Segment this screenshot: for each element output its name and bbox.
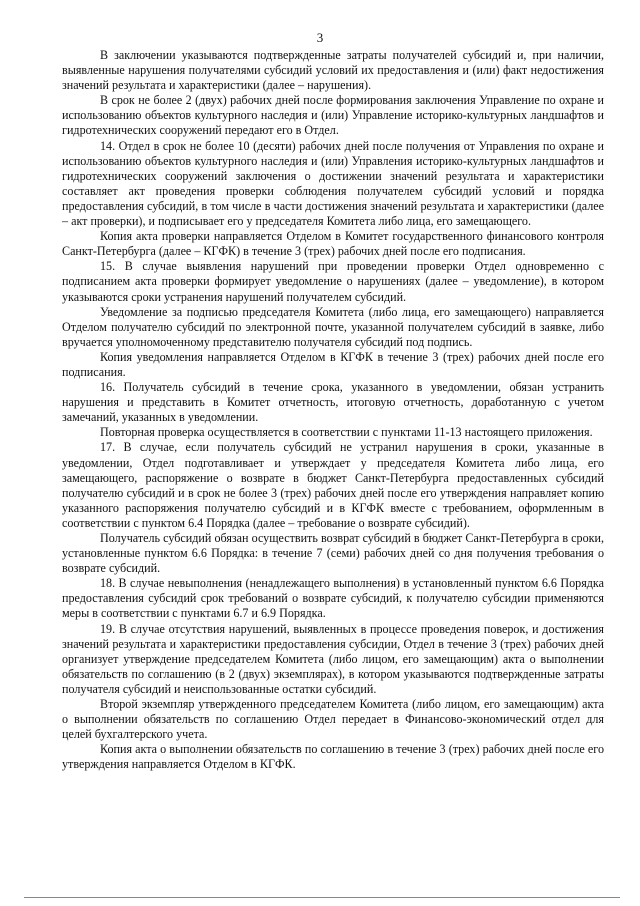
paragraph: Повторная проверка осуществляется в соответствии с пунктами 11-13 настоящего приложения. — [100, 425, 593, 440]
page-number: 3 — [316, 30, 324, 45]
paragraph: 14. Отдел в срок не более 10 (десяти) рабочих дней после получения от Управления по охране и использованию объектов культурного наследия и (или) Управления историко-культурных ландшафтов и гидротехнических сооружений заключения о достижении значений результата и характеристики составляет акт проведения проверки соблюдения получателем субсидий условий и порядка предоставления субсидий, в том числе в части достижения значений результата и характеристики (далее – акт проверки), и подписывает его у председателя Комитета либо лица, его замещающего. — [62, 138, 604, 229]
paragraph: В заключении указываются подтвержденные затраты получателей субсидий и, при наличии, выявленные нарушения получателями субсидий условий их предоставления и (или) факт недостижения значений результата и характеристики (далее – нарушения). — [62, 48, 604, 93]
paragraph: Копия акта проверки направляется Отделом в Комитет государственного финансового контроля Санкт-Петербурга (далее – КГФК) в течение 3 (трех) рабочих дней после его подписания. — [62, 229, 604, 259]
bottom-divider — [24, 897, 620, 898]
paragraph: 15. В случае выявления нарушений при проведении проверки Отдел одновременно с подписанием акта проверки формирует уведомление о нарушениях (далее – уведомление), в котором указываются сроки устранения нарушений получателем субсидий. — [62, 259, 604, 304]
paragraph: Получатель субсидий обязан осуществить возврат субсидий в бюджет Санкт-Петербурга в сроки, установленные пунктом 6.6 Порядка: в течение 7 (семи) рабочих дней со дня получения требования о возврате субсидий. — [62, 531, 604, 576]
paragraph: 17. В случае, если получатель субсидий не устранил нарушения в сроки, указанные в уведомлении, Отдел подготавливает и утверждает у председателя Комитета либо лица, его замещающего, распоряжение о возврате в бюджет Санкт-Петербурга предоставленных субсидий получателю субсидий и в срок не более 3 (трех) рабочих дней после его утверждения направляет копию указанного распоряжения получателю субсидий и в КГФК вместе с требованием, оформленным в соответствии с пунктом 6.4 Порядка (далее – требование о возврате субсидий). — [62, 440, 604, 530]
paragraph: Уведомление за подписью председателя Комитета (либо лица, его замещающего) направляется Отделом получателю субсидий по электронной почте, указанной получателем субсидий в заявке, либо вручается уполномоченному представителю получателя субсидий под подпись. — [62, 304, 604, 349]
paragraph: 19. В случае отсутствия нарушений, выявленных в процессе проведения поверок, и достижения значений результата и характеристики предоставления субсидии, Отдел в течение 3 (трех) рабочих дней организует утверждение председателем Комитета (либо лицом, его замещающим) акта о выполнении обязательств по соглашению (в 2 (двух) экземплярах), в котором указываются подтвержденные затраты получателя субсидий и неиспользованные остатки субсидий. — [62, 621, 604, 696]
paragraph: 18. В случае невыполнения (ненадлежащего выполнения) в установленный пунктом 6.6 Порядка предоставления субсидий срок требований о возврате субсидий, к получателю субсидии применяются меры в соответствии с пунктами 6.7 и 6.9 Порядка. — [62, 576, 604, 621]
paragraph: 16. Получатель субсидий в течение срока, указанного в уведомлении, обязан устранить нарушения и представить в Комитет отчетность, итоговую отчетность, доработанную с учетом замечаний, указанных в уведомлении. — [62, 380, 604, 425]
paragraph: Копия акта о выполнении обязательств по соглашению в течение 3 (трех) рабочих дней после его утверждения направляется Отделом в КГФК. — [62, 742, 604, 772]
paragraph: В срок не более 2 (двух) рабочих дней после формирования заключения Управление по охране и использованию объектов культурного наследия и (или) Управление историко-культурных ландшафтов и гидротехнических сооружений передают его в Отдел. — [62, 93, 604, 138]
document-body — [62, 48, 604, 773]
paragraph: Копия уведомления направляется Отделом в КГФК в течение 3 (трех) рабочих дней после его подписания. — [62, 349, 604, 379]
paragraph: Второй экземпляр утвержденного председателем Комитета (либо лицом, его замещающим) акта о выполнении обязательств по соглашению Отдел передает в Финансово-экономический отдел для целей бухгалтерского учета. — [62, 697, 604, 742]
